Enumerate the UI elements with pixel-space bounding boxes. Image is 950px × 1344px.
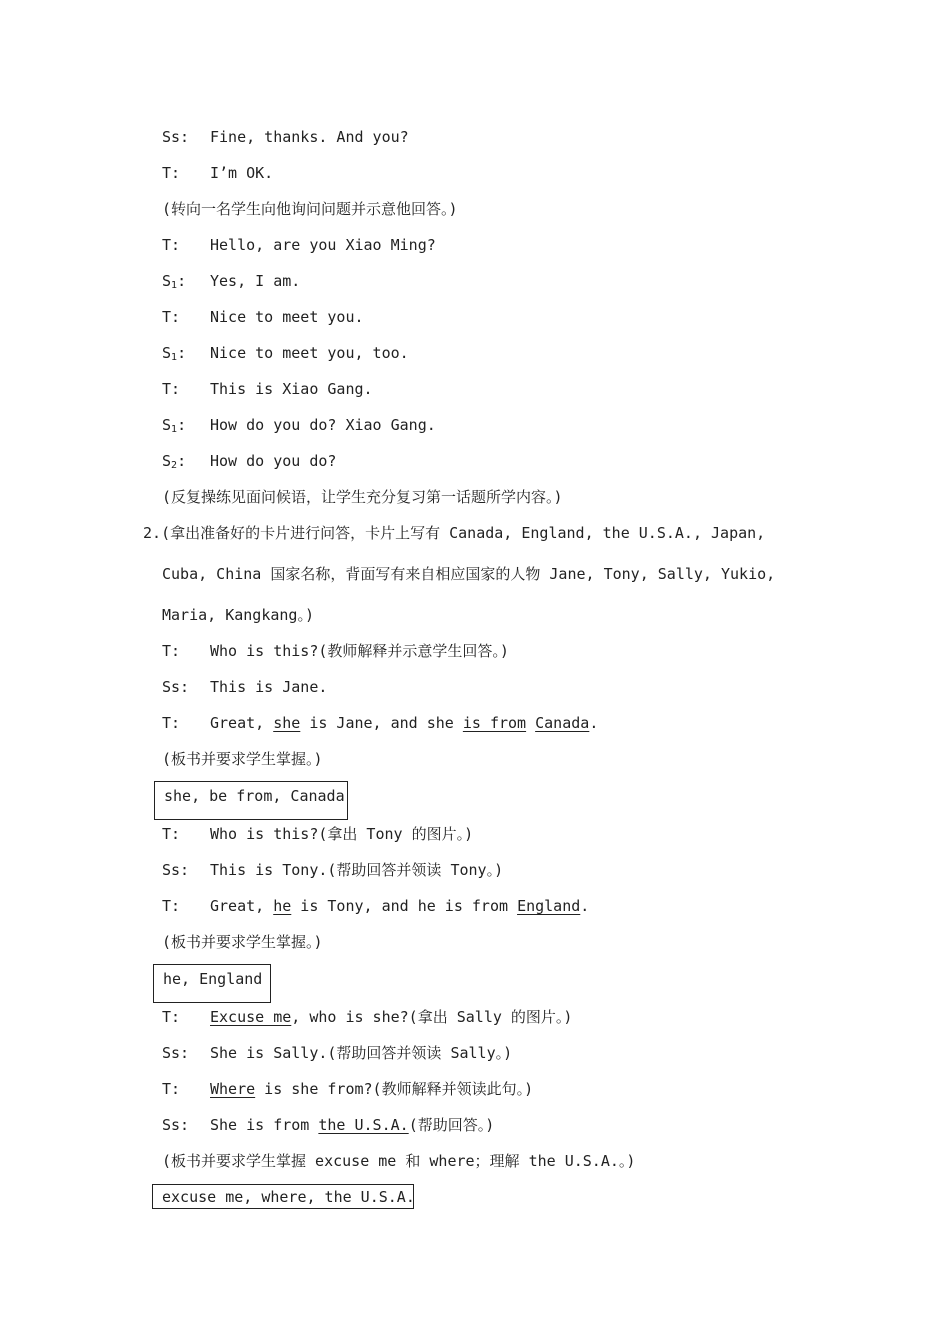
speaker-label: T: — [162, 164, 181, 182]
instruction-note: (板书并要求学生掌握。) — [162, 750, 323, 768]
dialog-line — [162, 713, 598, 733]
dialog-text: Who is this?(拿出 Tony 的图片。) — [210, 825, 474, 843]
speaker-label: $S_1$: — [162, 344, 187, 363]
instruction-note: (板书并要求学生掌握 excuse me 和 where；理解 the U.S.A.。) — [162, 1152, 636, 1170]
speaker-label: T: — [162, 380, 181, 398]
speaker-label: T: — [162, 308, 181, 326]
dialog-text: She is Sally.(帮助回答并领读 Sally。) — [210, 1044, 513, 1062]
speaker-label: Ss: — [162, 128, 190, 146]
dialog-text: Great, — [210, 714, 274, 732]
dialog-text: This is Xiao Gang. — [210, 380, 373, 398]
item-2-text-line: Maria, Kangkang。) — [162, 606, 314, 624]
underlined-word: she — [273, 714, 301, 732]
dialog-line — [162, 677, 327, 697]
dialog-line — [162, 860, 503, 880]
dialog-text: How do you do? Xiao Gang. — [210, 416, 436, 434]
speaker-label: T: — [162, 825, 181, 843]
item-2-first-line — [143, 523, 765, 543]
underlined-word: England — [517, 897, 581, 915]
dialog-line — [162, 641, 509, 661]
speaker-label: T: — [162, 897, 181, 915]
dialog-text: . — [580, 897, 590, 915]
dialog-text: , who is she?(拿出 Sally 的图片。) — [291, 1008, 573, 1026]
item-text: (拿出准备好的卡片进行问答，卡片上写有 Canada, England, the U.S.A., Japan, — [161, 524, 766, 542]
dialog-line — [162, 379, 373, 399]
dialog-text: (帮助回答。) — [408, 1116, 495, 1134]
dialog-text: Fine, thanks. And you? — [210, 128, 409, 146]
dialog-line — [162, 896, 589, 916]
underlined-word: Excuse me — [210, 1008, 292, 1026]
dialog-line — [162, 235, 436, 255]
underlined-word: Where — [210, 1080, 256, 1098]
dialog-line — [162, 824, 473, 844]
speaker-label: T: — [162, 714, 181, 732]
instruction-note: (板书并要求学生掌握。) — [162, 933, 323, 951]
instruction-note: (反复操练见面问候语，让学生充分复习第一话题所学内容。) — [162, 488, 563, 506]
speaker-label: T: — [162, 1008, 181, 1026]
dialog-line — [162, 1079, 533, 1099]
speaker-label: T: — [162, 1080, 181, 1098]
underlined-word: Canada — [535, 714, 590, 732]
dialog-text: is Tony, and he is from — [291, 897, 518, 915]
dialog-line — [162, 415, 436, 435]
dialog-line — [162, 127, 409, 147]
speaker-label: Ss: — [162, 861, 190, 879]
dialog-line — [162, 1115, 494, 1135]
dialog-line — [162, 1043, 512, 1063]
dialog-line — [162, 343, 409, 363]
dialog-text: I’m OK. — [210, 164, 274, 182]
blackboard-box: she, be from, Canada — [154, 781, 348, 820]
dialog-text: How do you do? — [210, 452, 337, 470]
dialog-line — [162, 271, 300, 291]
underlined-word: is from — [462, 714, 527, 732]
dialog-text: Nice to meet you. — [210, 308, 364, 326]
dialog-text: Great, — [210, 897, 274, 915]
dialog-line — [162, 307, 364, 327]
dialog-text: Yes, I am. — [210, 272, 301, 290]
speaker-label: $S_1$: — [162, 416, 187, 435]
blackboard-box: he, England — [153, 964, 271, 1003]
underlined-word: he — [273, 897, 292, 915]
speaker-label: Ss: — [162, 1044, 190, 1062]
speaker-label: T: — [162, 236, 181, 254]
dialog-line — [162, 163, 273, 183]
speaker-label: Ss: — [162, 1116, 190, 1134]
dialog-text: This is Tony.(帮助回答并领读 Tony。) — [210, 861, 504, 879]
dialog-line — [162, 1007, 572, 1027]
dialog-line — [162, 451, 336, 471]
dialog-text: is she from?(教师解释并领读此句。) — [255, 1080, 534, 1098]
dialog-text: Nice to meet you, too. — [210, 344, 409, 362]
speaker-label: $S_2$: — [162, 452, 187, 471]
instruction-note: (转向一名学生向他询问问题并示意他回答。) — [162, 200, 458, 218]
dialog-text — [526, 714, 535, 732]
dialog-text: Hello, are you Xiao Ming? — [210, 236, 436, 254]
speaker-label: $S_1$: — [162, 272, 187, 291]
dialog-text: This is Jane. — [210, 678, 328, 696]
item-number: 2. — [143, 524, 162, 542]
speaker-label: T: — [162, 642, 181, 660]
speaker-label: Ss: — [162, 678, 190, 696]
dialog-text: . — [589, 714, 599, 732]
underlined-word: the U.S.A. — [318, 1116, 409, 1134]
dialog-text: is Jane, and she — [300, 714, 463, 732]
dialog-text: Who is this?(教师解释并示意学生回答。) — [210, 642, 509, 660]
item-2-text-line: Cuba, China 国家名称，背面写有来自相应国家的人物 Jane, Tony, Sally, Yukio, — [162, 565, 776, 583]
blackboard-box: excuse me, where, the U.S.A. — [152, 1184, 414, 1209]
dialog-text: She is from — [210, 1116, 319, 1134]
